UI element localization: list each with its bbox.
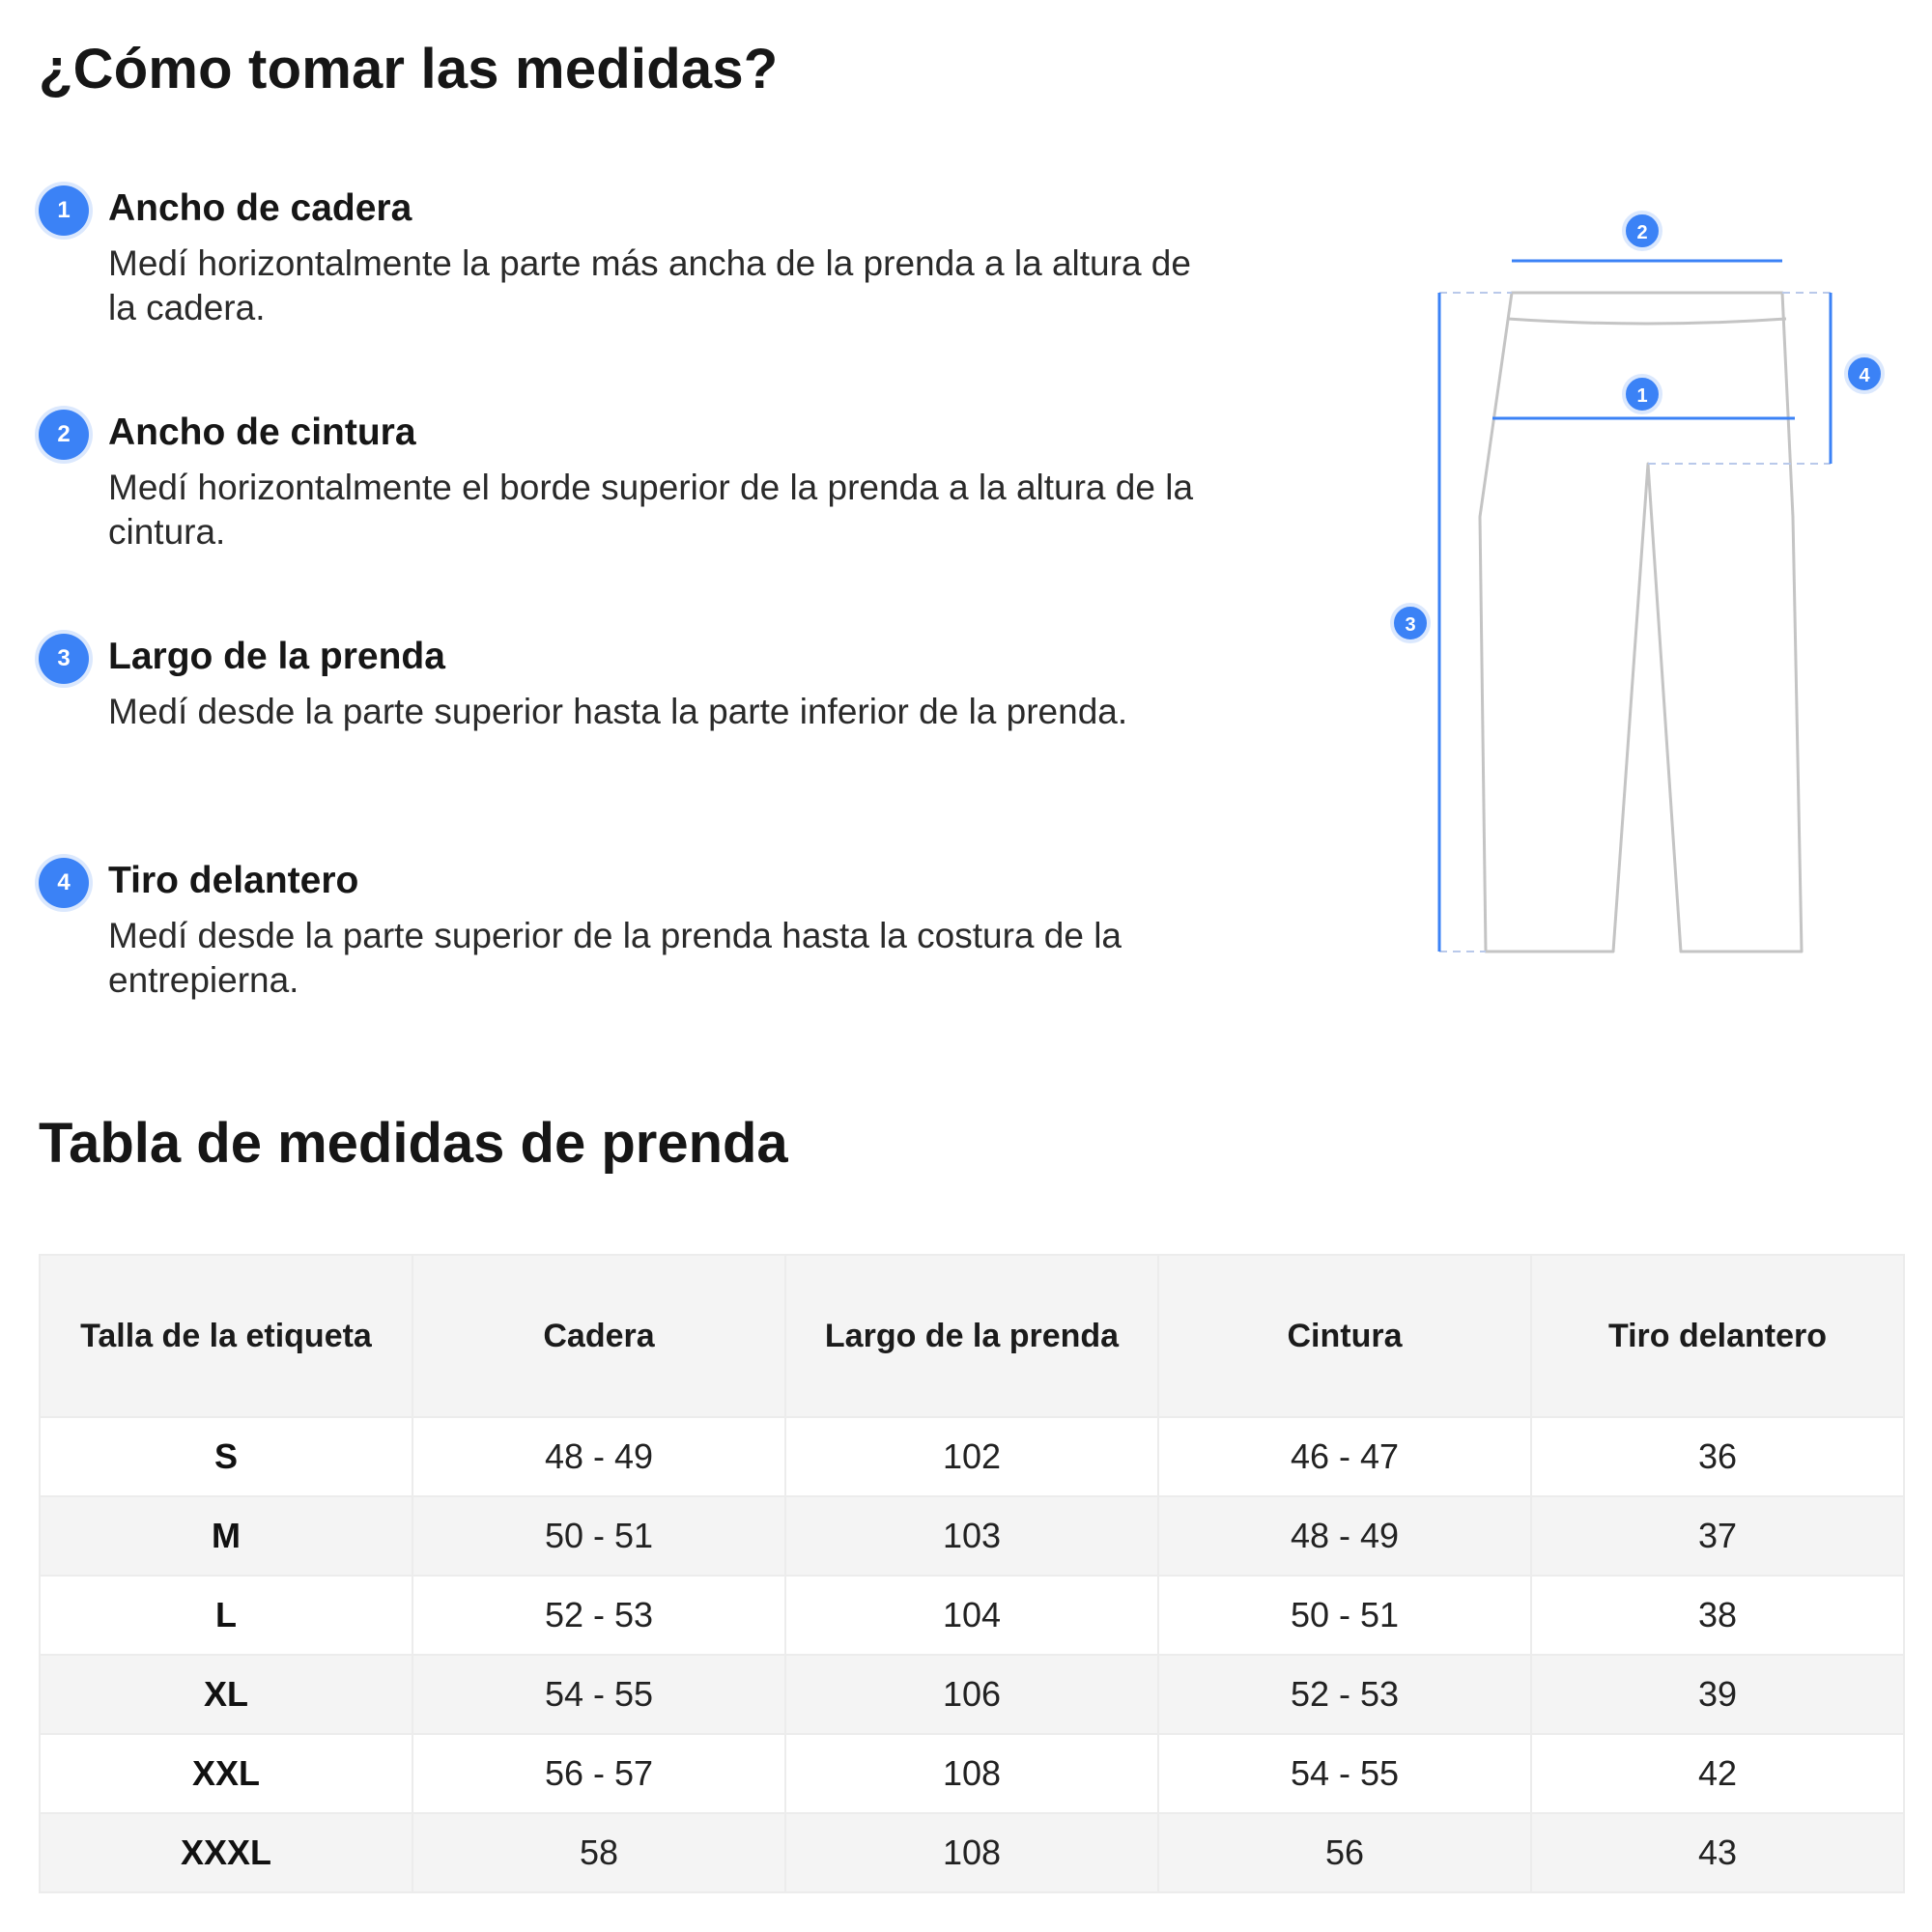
size-cell: XXL bbox=[40, 1734, 412, 1813]
table-row bbox=[40, 1734, 1904, 1813]
step-title: Tiro delantero bbox=[108, 860, 359, 901]
table-row bbox=[40, 1655, 1904, 1734]
rise-cell: 38 bbox=[1531, 1576, 1904, 1655]
marker-label: 4 bbox=[1859, 365, 1870, 386]
step-number-badge: 3 bbox=[39, 634, 89, 684]
table-row bbox=[40, 1813, 1904, 1892]
measurement-steps bbox=[39, 184, 1208, 1080]
length-cell: 102 bbox=[785, 1417, 1158, 1496]
step-description: Medí desde la parte superior hasta la parte inferior de la prenda. bbox=[108, 692, 1128, 731]
hip-cell: 52 - 53 bbox=[412, 1576, 785, 1655]
waist-cell: 54 - 55 bbox=[1158, 1734, 1531, 1813]
step-description: Medí horizontalmente el borde superior de la prenda a la altura de la cintura. bbox=[108, 468, 1194, 552]
step-front-rise bbox=[39, 856, 1208, 1080]
length-cell: 103 bbox=[785, 1496, 1158, 1576]
step-number-badge: 1 bbox=[39, 185, 89, 236]
marker-length bbox=[1392, 605, 1429, 641]
waist-cell: 48 - 49 bbox=[1158, 1496, 1531, 1576]
rise-cell: 37 bbox=[1531, 1496, 1904, 1576]
waist-cell: 56 bbox=[1158, 1813, 1531, 1892]
step-number-badge: 2 bbox=[39, 410, 89, 460]
table-row bbox=[40, 1417, 1904, 1496]
size-cell: M bbox=[40, 1496, 412, 1576]
size-cell: L bbox=[40, 1576, 412, 1655]
hip-cell: 48 - 49 bbox=[412, 1417, 785, 1496]
table-header-row bbox=[40, 1255, 1904, 1417]
step-title: Largo de la prenda bbox=[108, 636, 445, 677]
column-header-length: Largo de la prenda bbox=[785, 1255, 1158, 1417]
marker-label: 3 bbox=[1405, 614, 1416, 636]
rise-cell: 39 bbox=[1531, 1655, 1904, 1734]
rise-cell: 43 bbox=[1531, 1813, 1904, 1892]
size-cell: S bbox=[40, 1417, 412, 1496]
column-header-size: Talla de la etiqueta bbox=[40, 1255, 412, 1417]
hip-cell: 58 bbox=[412, 1813, 785, 1892]
length-cell: 108 bbox=[785, 1734, 1158, 1813]
waist-cell: 50 - 51 bbox=[1158, 1576, 1531, 1655]
step-description: Medí desde la parte superior de la prenda hasta la costura de la entrepierna. bbox=[108, 916, 1122, 1000]
marker-label: 1 bbox=[1636, 385, 1648, 407]
hip-cell: 54 - 55 bbox=[412, 1655, 785, 1734]
rise-cell: 42 bbox=[1531, 1734, 1904, 1813]
size-table bbox=[39, 1254, 1905, 1893]
waist-cell: 46 - 47 bbox=[1158, 1417, 1531, 1496]
hip-cell: 56 - 57 bbox=[412, 1734, 785, 1813]
marker-waist bbox=[1624, 213, 1661, 249]
marker-hip bbox=[1624, 376, 1661, 412]
rise-cell: 36 bbox=[1531, 1417, 1904, 1496]
marker-label: 2 bbox=[1636, 222, 1648, 243]
step-hip-width bbox=[39, 184, 1208, 408]
length-cell: 108 bbox=[785, 1813, 1158, 1892]
marker-rise bbox=[1846, 355, 1883, 392]
step-title: Ancho de cintura bbox=[108, 412, 416, 453]
table-row bbox=[40, 1496, 1904, 1576]
step-title: Ancho de cadera bbox=[108, 187, 412, 229]
length-cell: 106 bbox=[785, 1655, 1158, 1734]
size-table-title: Tabla de medidas de prenda bbox=[39, 1112, 788, 1175]
waist-cell: 52 - 53 bbox=[1158, 1655, 1531, 1734]
pants-diagram bbox=[1372, 198, 1913, 971]
step-description: Medí horizontalmente la parte más ancha de la prenda a la altura de la cadera. bbox=[108, 243, 1191, 327]
size-cell: XXXL bbox=[40, 1813, 412, 1892]
column-header-hip: Cadera bbox=[412, 1255, 785, 1417]
column-header-rise: Tiro delantero bbox=[1531, 1255, 1904, 1417]
step-waist-width bbox=[39, 408, 1208, 632]
page-title: ¿Cómo tomar las medidas? bbox=[39, 38, 779, 100]
length-cell: 104 bbox=[785, 1576, 1158, 1655]
size-cell: XL bbox=[40, 1655, 412, 1734]
hip-cell: 50 - 51 bbox=[412, 1496, 785, 1576]
table-row bbox=[40, 1576, 1904, 1655]
step-garment-length bbox=[39, 632, 1208, 856]
column-header-waist: Cintura bbox=[1158, 1255, 1531, 1417]
step-number-badge: 4 bbox=[39, 858, 89, 908]
